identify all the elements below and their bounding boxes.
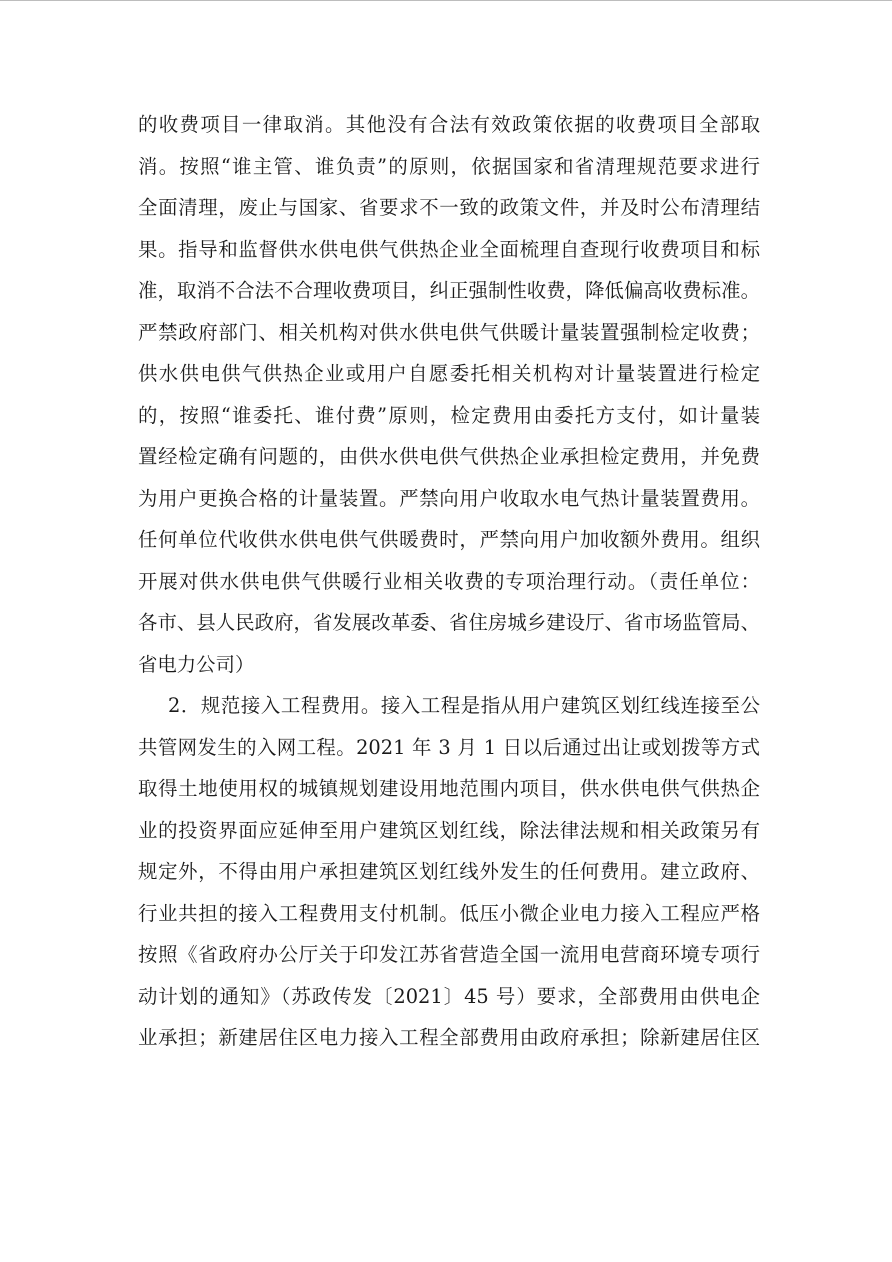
text-line: 行业共担的接入工程费用支付机制。低压小微企业电力接入工程应严格	[138, 901, 760, 925]
text-line: 为用户更换合格的计量装置。严禁向用户收取水电气热计量装置费用。	[138, 486, 760, 510]
text-line: 动计划的通知》（苏政传发〔2021〕45 号）要求，全部费用由供电企	[138, 984, 760, 1008]
text-line: 按照《省政府办公厅关于印发江苏省营造全国一流用电营商环境专项行	[138, 943, 760, 966]
paragraph-1	[138, 104, 760, 685]
text-line: 的，按照“谁委托、谁付费”原则，检定费用由委托方支付，如计量装	[138, 403, 760, 427]
text-line: 共管网发生的入网工程。2021 年 3 月 1 日以后通过出让或划拨等方式	[138, 735, 760, 759]
text-line: 果。指导和监督供水供电供气供热企业全面梳理自查现行收费项目和标	[138, 237, 760, 261]
text-line: 各市、县人民政府，省发展改革委、省住房城乡建设厅、省市场监管局、	[138, 611, 760, 634]
text-line: 2．规范接入工程费用。接入工程是指从用户建筑区划红线连接至公	[168, 694, 760, 717]
text-line: 的收费项目一律取消。其他没有合法有效政策依据的收费项目全部取	[138, 113, 760, 136]
text-line: 供水供电供气供热企业或用户自愿委托相关机构对计量装置进行检定	[138, 362, 760, 385]
text-line: 任何单位代收供水供电供气供暖费时，严禁向用户加收额外费用。组织	[138, 528, 760, 551]
text-line: 全面清理，废止与国家、省要求不一致的政策文件，并及时公布清理结	[138, 196, 760, 219]
text-line: 开展对供水供电供气供暖行业相关收费的专项治理行动。（责任单位：	[138, 569, 760, 593]
text-line: 消。按照“谁主管、谁负责”的原则，依据国家和省清理规范要求进行	[138, 154, 760, 178]
text-line: 置经检定确有问题的，由供水供电供气供热企业承担检定费用，并免费	[138, 445, 760, 468]
body-text	[138, 104, 760, 1059]
text-line: 严禁政府部门、相关机构对供水供电供气供暖计量装置强制检定收费；	[138, 320, 760, 344]
text-line: 业的投资界面应延伸至用户建筑区划红线，除法律法规和相关政策另有	[138, 818, 760, 842]
paragraph-2	[138, 685, 760, 1059]
text-line: 准，取消不合法不合理收费项目，纠正强制性收费，降低偏高收费标准。	[138, 279, 760, 302]
text-line: 省电力公司）	[138, 652, 255, 676]
text-line: 规定外，不得由用户承担建筑区划红线外发生的任何费用。建立政府、	[138, 860, 760, 883]
text-line: 业承担；新建居住区电力接入工程全部费用由政府承担；除新建居住区	[138, 1026, 760, 1049]
text-line: 取得土地使用权的城镇规划建设用地范围内项目，供水供电供气供热企	[138, 777, 760, 800]
